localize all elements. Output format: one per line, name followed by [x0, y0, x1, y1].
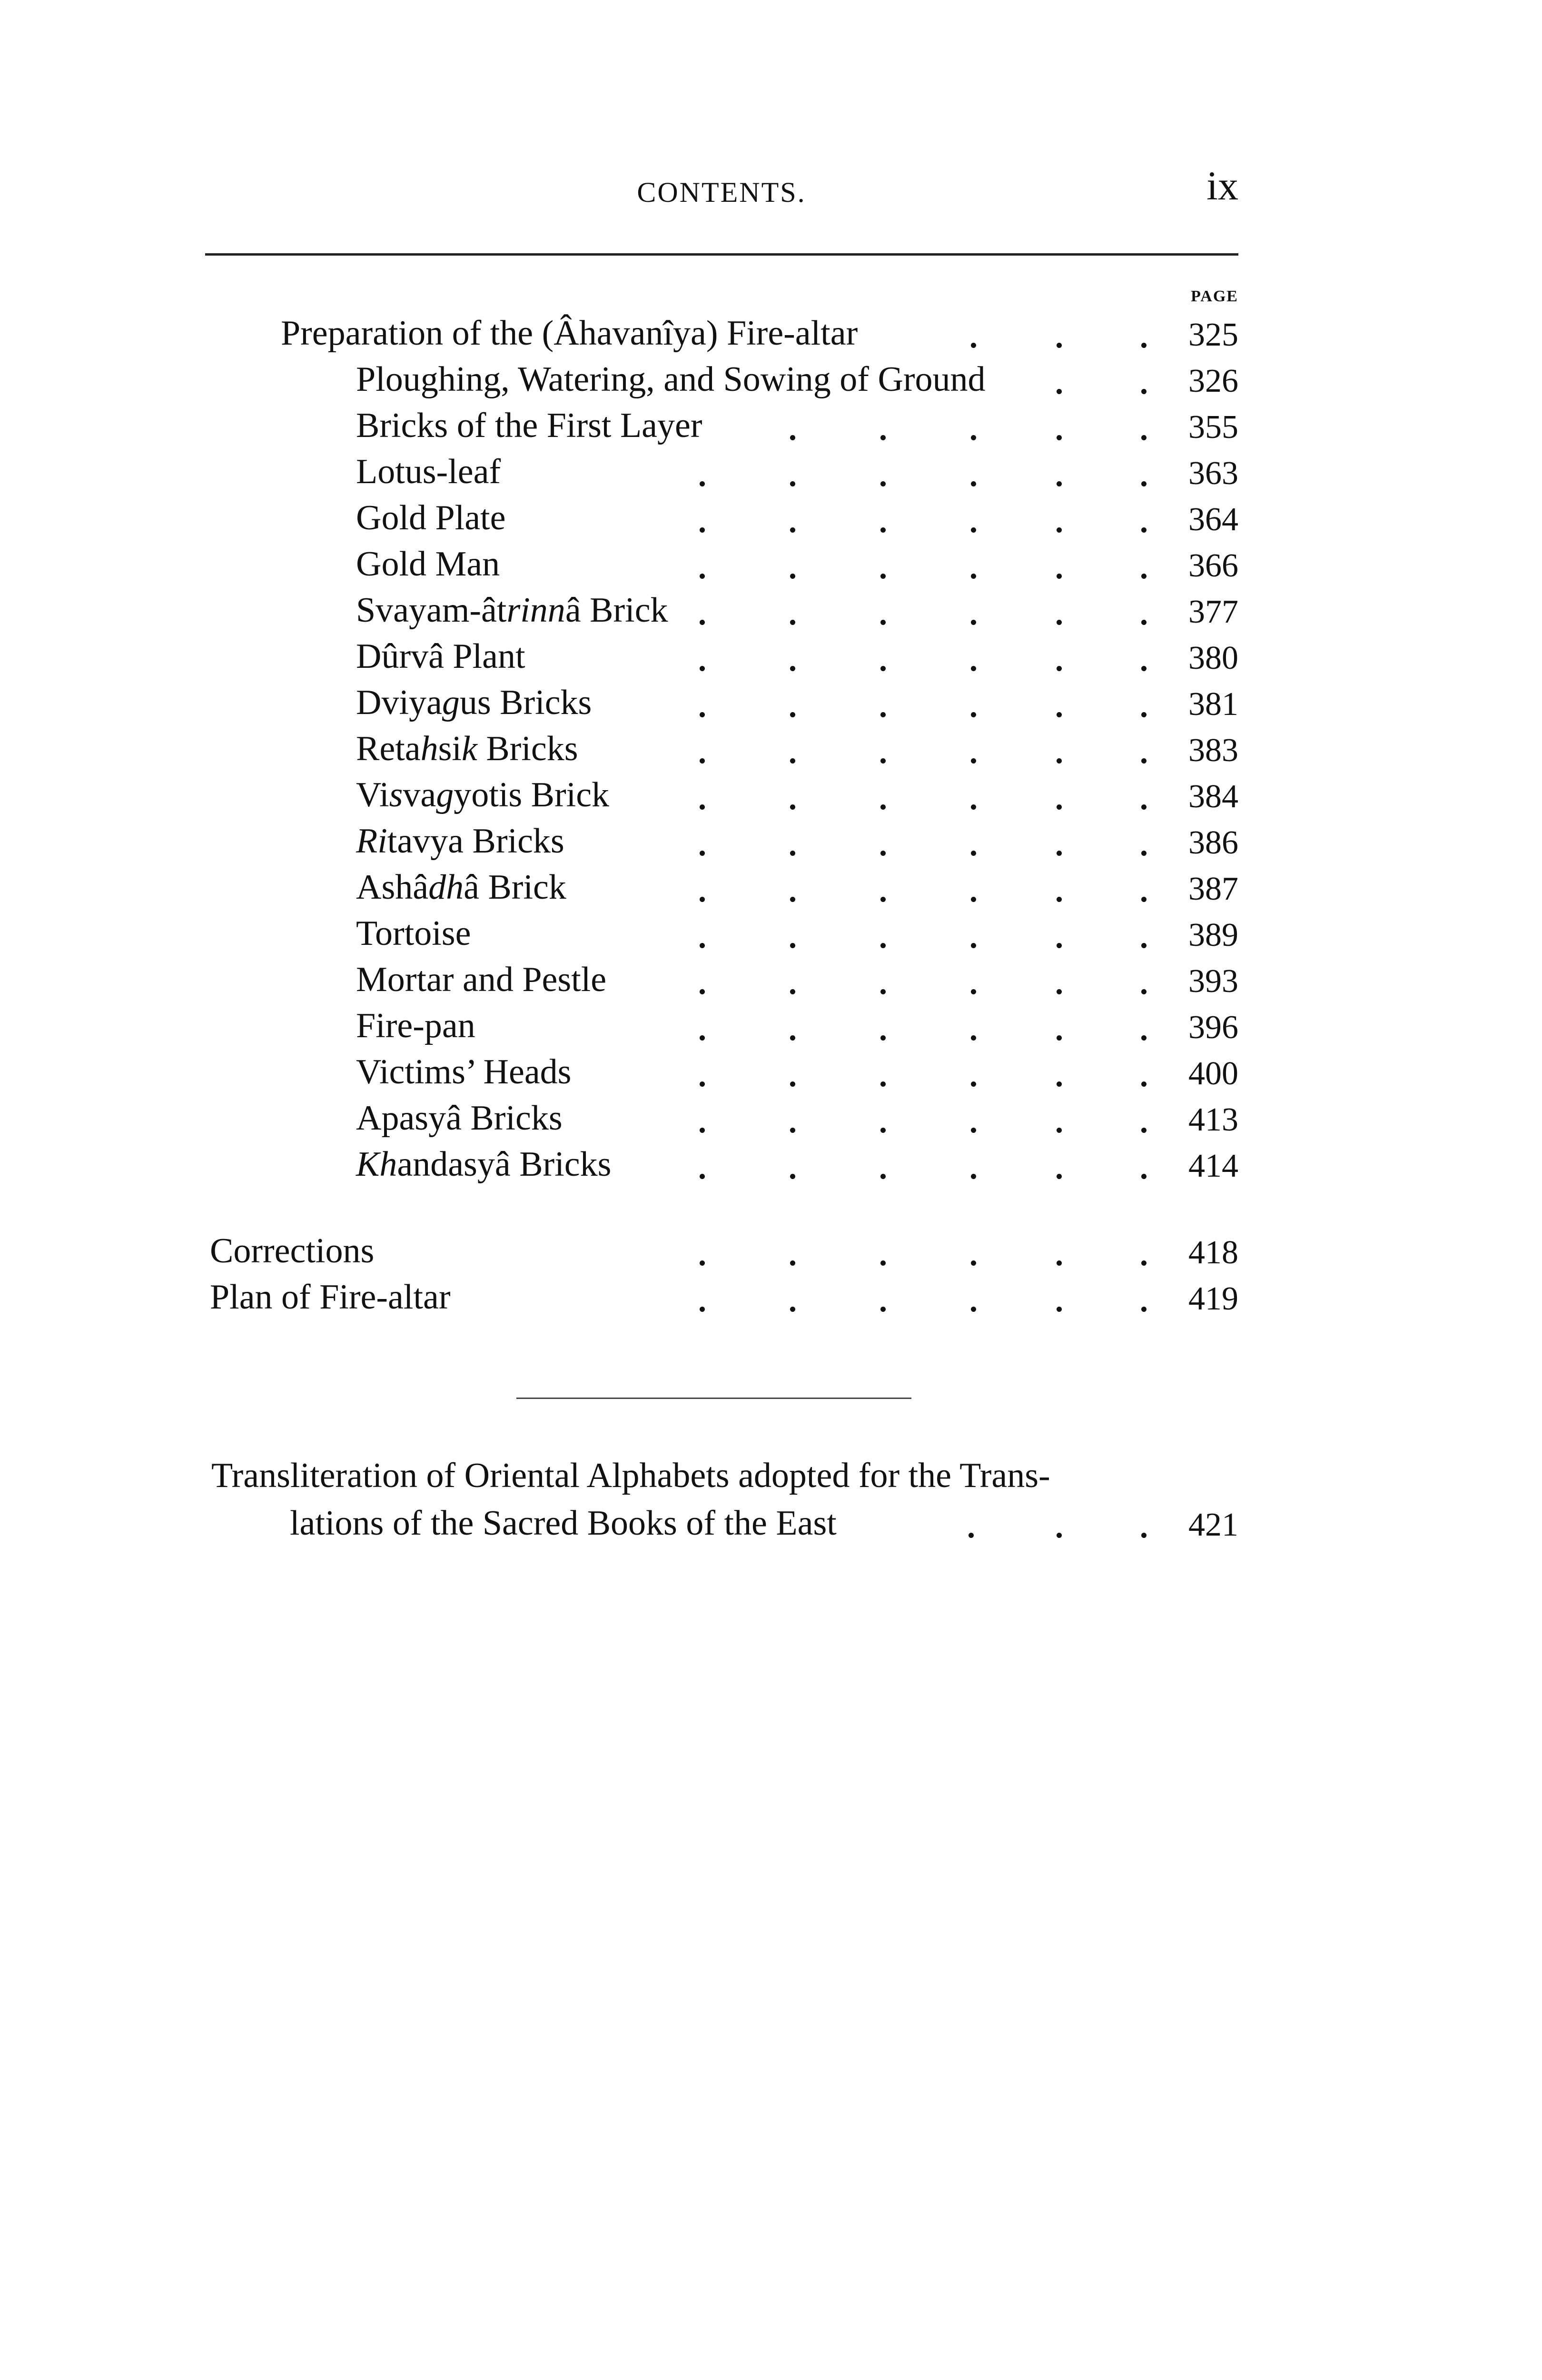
entry-title: Plan of Fire-altar [210, 1278, 451, 1317]
entry-title: Lotus-leaf [356, 452, 501, 491]
leader-dot [790, 1128, 795, 1133]
leader-dot [700, 989, 705, 994]
leader-dot [1141, 620, 1147, 625]
leader-dot [1141, 851, 1147, 856]
leader-dot [700, 943, 705, 948]
leader-dot [1057, 897, 1062, 902]
leader-dots [0, 725, 1542, 771]
leader-dot [880, 712, 886, 717]
section-divider-rule [516, 1398, 911, 1399]
leader-dot [790, 897, 795, 902]
leader-dot [880, 943, 886, 948]
leader-dot [971, 897, 976, 902]
leader-dot [880, 1174, 886, 1179]
leader-dot [790, 527, 795, 533]
toc-entry [0, 1094, 1542, 1140]
leader-dot [969, 1533, 974, 1538]
leader-dot [700, 666, 705, 671]
entry-page-number: 389 [1188, 917, 1238, 953]
toc-entry [0, 402, 1542, 448]
leader-dot [1057, 758, 1062, 764]
leader-dot [971, 435, 976, 440]
entry-page-number: 384 [1188, 778, 1238, 815]
leader-dot [880, 1128, 886, 1133]
leader-dot [880, 1307, 886, 1312]
entry-title: Fire-pan [356, 1006, 475, 1045]
leader-dot [1057, 804, 1062, 810]
entry-title: Retahsik Bricks [356, 729, 578, 768]
leader-dot [971, 943, 976, 948]
leader-dot [971, 343, 976, 348]
leader-dot [1057, 1081, 1062, 1087]
leader-dot [971, 1260, 976, 1266]
entry-title: Apasyâ Bricks [356, 1099, 563, 1138]
entry-title: Khandasyâ Bricks [356, 1145, 612, 1184]
leader-dot [971, 574, 976, 579]
leader-dot [1057, 343, 1062, 348]
leader-dot [1057, 851, 1062, 856]
leader-dot [971, 527, 976, 533]
leader-dot [790, 989, 795, 994]
leader-dot [790, 712, 795, 717]
leader-dots [0, 356, 1542, 402]
running-header-page-number: ix [1206, 163, 1238, 208]
entry-page-number: 364 [1188, 501, 1238, 538]
leader-dot [880, 1081, 886, 1087]
leader-dot [1057, 1260, 1062, 1266]
entry-page-number: 381 [1188, 686, 1238, 723]
leader-dot [700, 574, 705, 579]
leader-dots [0, 1273, 1542, 1319]
leader-dot [880, 481, 886, 486]
leader-dot [1141, 989, 1147, 994]
entry-title: Gold Plate [356, 498, 506, 537]
toc-entry-end [0, 1227, 1542, 1273]
leader-dots [0, 1094, 1542, 1140]
leader-dot [1141, 574, 1147, 579]
leader-dot [790, 620, 795, 625]
leader-dot [700, 620, 705, 625]
leader-dots [0, 1140, 1542, 1187]
entry-page-number: 396 [1188, 1009, 1238, 1046]
leader-dot [1057, 574, 1062, 579]
entry-title: Dviyagus Bricks [356, 683, 592, 722]
leader-dot [1057, 481, 1062, 486]
leader-dot [1141, 666, 1147, 671]
toc-entry [0, 448, 1542, 494]
transliteration-entry [0, 1499, 1542, 1546]
leader-dot [700, 1307, 705, 1312]
leader-dot [971, 620, 976, 625]
leader-dot [790, 804, 795, 810]
leader-dot [1057, 712, 1062, 717]
leader-dot [971, 758, 976, 764]
toc-entry [0, 540, 1542, 586]
leader-dot [1141, 481, 1147, 486]
leader-dot [700, 897, 705, 902]
leader-dot [700, 1081, 705, 1087]
toc-entry-end [0, 1273, 1542, 1319]
leader-dots [0, 633, 1542, 679]
entry-title: Dûrvâ Plant [356, 637, 525, 676]
entry-page-number: 413 [1188, 1101, 1238, 1138]
leader-dot [790, 943, 795, 948]
leader-dot [1141, 1128, 1147, 1133]
leader-dot [1141, 1035, 1147, 1041]
entry-page-number: 414 [1188, 1148, 1238, 1184]
leader-dot [700, 1035, 705, 1041]
leader-dots [0, 586, 1542, 633]
entry-title: Bricks of the First Layer [356, 406, 702, 445]
leader-dot [1057, 435, 1062, 440]
entry-page-number: 386 [1188, 824, 1238, 861]
leader-dot [1141, 389, 1147, 394]
entry-page-number: 400 [1188, 1055, 1238, 1092]
leader-dot [880, 1035, 886, 1041]
leader-dots [0, 309, 1542, 356]
leader-dot [1141, 712, 1147, 717]
leader-dot [1057, 1128, 1062, 1133]
leader-dot [790, 481, 795, 486]
leader-dots [0, 817, 1542, 863]
toc-entry [0, 679, 1542, 725]
leader-dot [880, 435, 886, 440]
leader-dot [971, 1307, 976, 1312]
leader-dot [1141, 1081, 1147, 1087]
leader-dot [1141, 527, 1147, 533]
leader-dot [1057, 666, 1062, 671]
toc-entry [0, 956, 1542, 1002]
leader-dot [1057, 527, 1062, 533]
leader-dot [971, 804, 976, 810]
toc-entry [0, 356, 1542, 402]
leader-dot [1057, 389, 1062, 394]
leader-dot [1057, 620, 1062, 625]
header-rule [205, 253, 1238, 256]
page-column-label: PAGE [1191, 288, 1238, 305]
toc-entry [0, 771, 1542, 817]
toc-entry [0, 1140, 1542, 1187]
leader-dot [971, 1035, 976, 1041]
leader-dot [790, 574, 795, 579]
leader-dot [880, 666, 886, 671]
leader-dots [0, 1002, 1542, 1048]
leader-dot [1141, 343, 1147, 348]
entry-page-number: 377 [1188, 594, 1238, 630]
entry-title: Ritavya Bricks [356, 822, 564, 861]
leader-dot [700, 758, 705, 764]
toc-entry [0, 817, 1542, 863]
leader-dot [790, 1307, 795, 1312]
transliteration-line-2: lations of the Sacred Books of the East [290, 1504, 837, 1543]
entry-page-number: 366 [1188, 547, 1238, 584]
leader-dots [0, 1048, 1542, 1094]
leader-dot [971, 481, 976, 486]
entry-page-number: 383 [1188, 732, 1238, 769]
entry-page-number: 380 [1188, 640, 1238, 676]
leader-dot [1141, 1307, 1147, 1312]
leader-dots [0, 956, 1542, 1002]
leader-dots [0, 910, 1542, 956]
entry-title: Ploughing, Watering, and Sowing of Ground [356, 360, 986, 399]
leader-dot [700, 804, 705, 810]
entry-title: Corrections [210, 1231, 375, 1270]
leader-dots [0, 771, 1542, 817]
leader-dot [1141, 1174, 1147, 1179]
leader-dot [971, 666, 976, 671]
leader-dot [1057, 1035, 1062, 1041]
leader-dot [880, 989, 886, 994]
leader-dot [880, 851, 886, 856]
leader-dots [0, 540, 1542, 586]
entry-title: Visvagyotis Brick [356, 775, 610, 814]
leader-dot [1141, 943, 1147, 948]
toc-entry [0, 910, 1542, 956]
leader-dots [0, 1227, 1542, 1273]
entry-page-number: 325 [1188, 317, 1238, 353]
entry-title: Ashâdhâ Brick [356, 868, 566, 907]
leader-dots [0, 1499, 1542, 1546]
entry-title: Mortar and Pestle [356, 960, 607, 999]
leader-dot [700, 1128, 705, 1133]
leader-dot [1141, 758, 1147, 764]
running-header-title: CONTENTS. [637, 177, 806, 208]
leader-dot [971, 989, 976, 994]
leader-dot [790, 1174, 795, 1179]
leader-dot [1057, 1307, 1062, 1312]
entry-page-number: 387 [1188, 871, 1238, 907]
leader-dots [0, 679, 1542, 725]
leader-dot [971, 1128, 976, 1133]
leader-dot [971, 712, 976, 717]
leader-dot [971, 851, 976, 856]
leader-dot [1141, 804, 1147, 810]
transliteration-page-number: 421 [1188, 1507, 1238, 1543]
entry-title: Victims’ Heads [356, 1052, 572, 1091]
leader-dot [790, 435, 795, 440]
toc-entry [0, 1002, 1542, 1048]
leader-dot [880, 758, 886, 764]
leader-dot [880, 574, 886, 579]
entry-page-number: 418 [1188, 1234, 1238, 1271]
leader-dot [700, 527, 705, 533]
toc-entry-main [0, 309, 1542, 356]
leader-dots [0, 448, 1542, 494]
transliteration-line-1: Transliteration of Oriental Alphabets adopted for the Trans- [211, 1456, 1050, 1495]
leader-dots [0, 402, 1542, 448]
leader-dot [700, 712, 705, 717]
toc-entry [0, 725, 1542, 771]
entry-title: Svayam-âtrinnâ Brick [356, 591, 668, 630]
leader-dot [1141, 1260, 1147, 1266]
entry-page-number: 419 [1188, 1280, 1238, 1317]
leader-dot [880, 527, 886, 533]
toc-entry [0, 494, 1542, 540]
leader-dot [700, 1260, 705, 1266]
leader-dot [1141, 897, 1147, 902]
entry-page-number: 326 [1188, 363, 1238, 399]
leader-dot [790, 758, 795, 764]
leader-dot [790, 666, 795, 671]
leader-dot [880, 897, 886, 902]
leader-dot [1057, 943, 1062, 948]
entry-title: Gold Man [356, 545, 500, 584]
toc-entry [0, 586, 1542, 633]
entry-title: Preparation of the (Âhavanîya) Fire-altar [281, 314, 858, 353]
leader-dot [700, 481, 705, 486]
entry-page-number: 393 [1188, 963, 1238, 1000]
leader-dot [880, 1260, 886, 1266]
leader-dot [700, 851, 705, 856]
leader-dot [1057, 1533, 1062, 1538]
leader-dot [1141, 435, 1147, 440]
entry-page-number: 355 [1188, 409, 1238, 446]
leader-dot [790, 1035, 795, 1041]
leader-dot [971, 1081, 976, 1087]
leader-dots [0, 863, 1542, 910]
leader-dot [790, 1081, 795, 1087]
leader-dots [0, 494, 1542, 540]
leader-dot [880, 620, 886, 625]
leader-dot [1141, 1533, 1147, 1538]
toc-entry [0, 1048, 1542, 1094]
leader-dot [1057, 989, 1062, 994]
toc-entry [0, 863, 1542, 910]
leader-dot [1057, 1174, 1062, 1179]
leader-dot [700, 1174, 705, 1179]
leader-dot [790, 851, 795, 856]
entry-title: Tortoise [356, 914, 471, 953]
leader-dot [880, 804, 886, 810]
entry-page-number: 363 [1188, 455, 1238, 492]
toc-entry [0, 633, 1542, 679]
leader-dot [790, 1260, 795, 1266]
leader-dot [971, 1174, 976, 1179]
